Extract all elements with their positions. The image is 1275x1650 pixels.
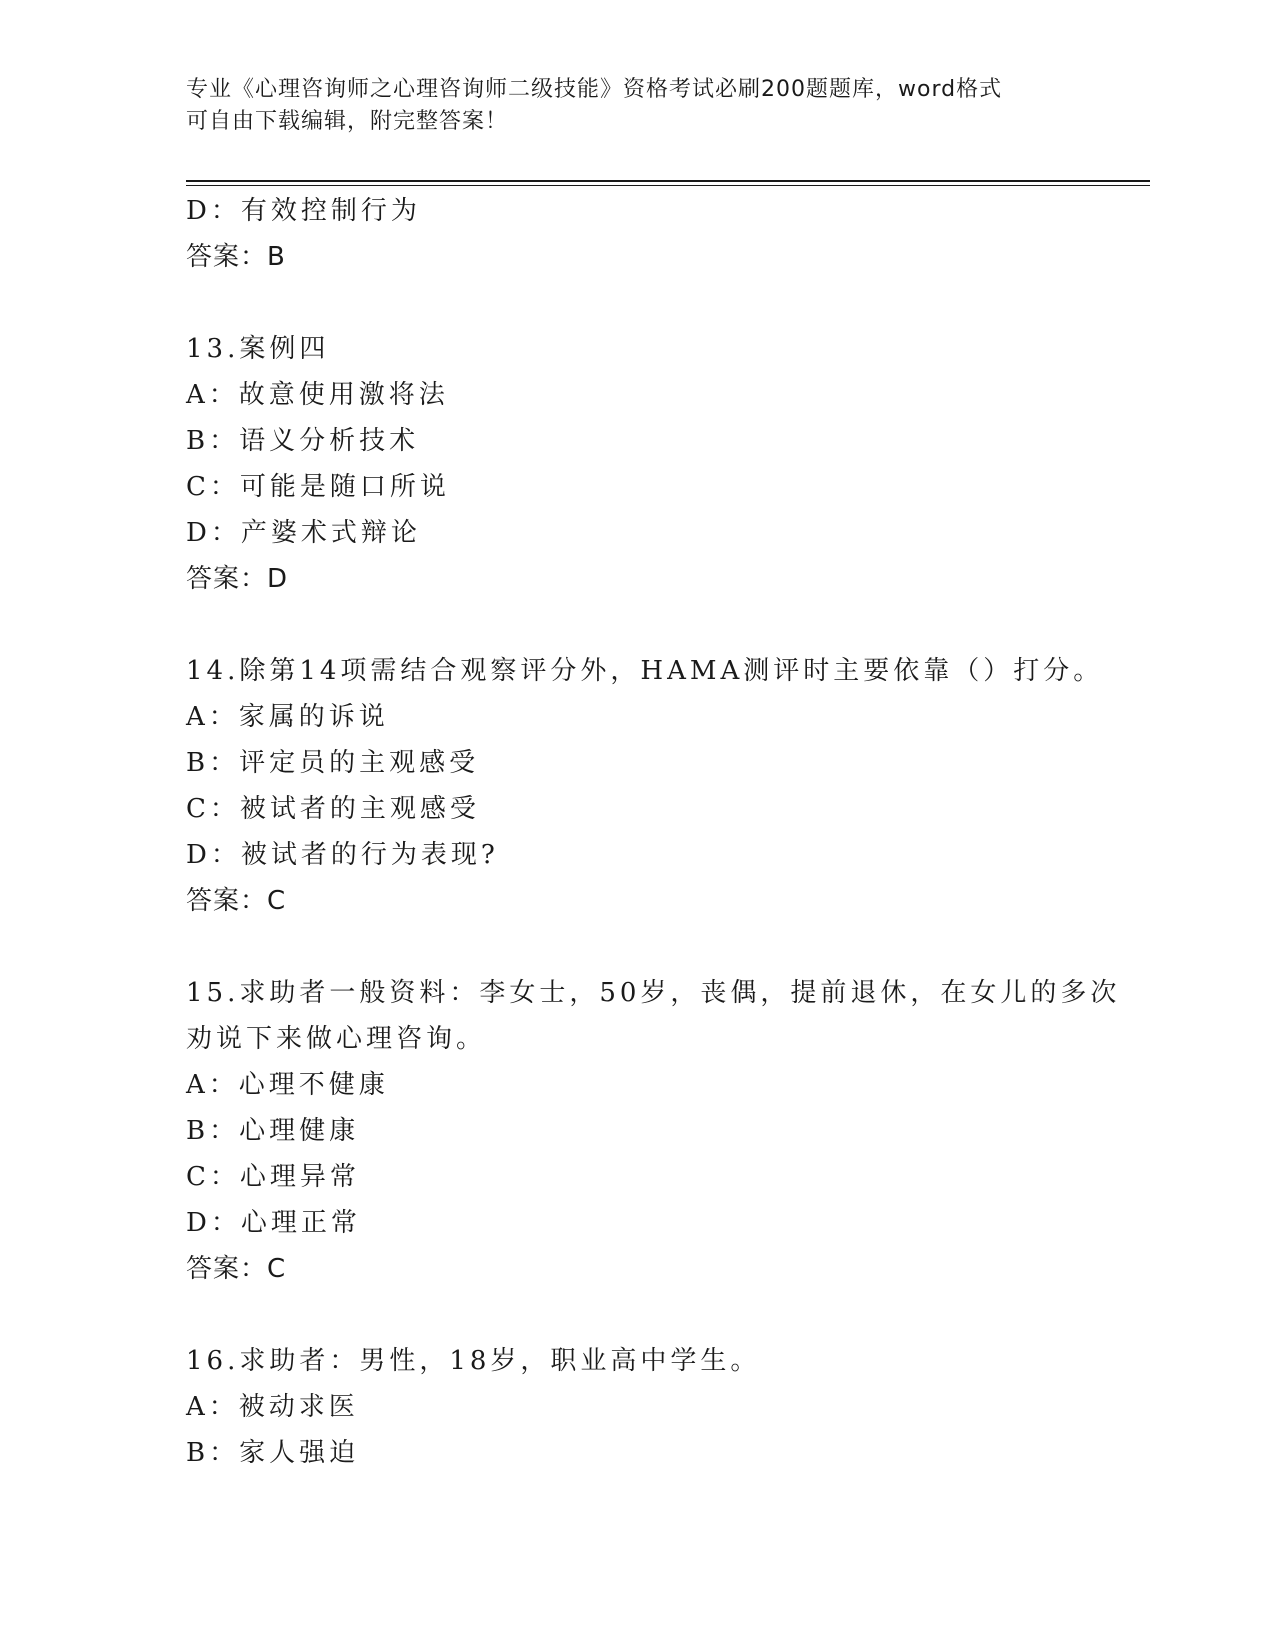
option-a: A：故意使用激将法 bbox=[186, 380, 449, 410]
answer-row bbox=[186, 878, 1150, 924]
option-c: C：可能是随口所说 bbox=[186, 472, 450, 502]
block-spacer bbox=[186, 602, 1150, 648]
header-divider-thin bbox=[186, 185, 1150, 186]
option-b: B：家人强迫 bbox=[186, 1438, 360, 1468]
option-d: D：心理正常 bbox=[186, 1208, 361, 1238]
option-a: A：被动求医 bbox=[186, 1392, 359, 1422]
block-spacer bbox=[186, 280, 1150, 326]
block-spacer bbox=[186, 924, 1150, 970]
option-d: D：被试者的行为表现? bbox=[186, 840, 499, 870]
answer-label: 答案： bbox=[186, 886, 268, 916]
option-b: B：语义分析技术 bbox=[186, 426, 420, 456]
question-block-16 bbox=[186, 1338, 1150, 1476]
question-block-15 bbox=[186, 970, 1150, 1292]
header-title-line-1: 专业《心理咨询师之心理咨询师二级技能》资格考试必刷200题题库，word格式 bbox=[186, 77, 1003, 102]
option-a: A：家属的诉说 bbox=[186, 702, 389, 732]
question-text: 16.求助者：男性，18岁，职业高中学生。 bbox=[186, 1346, 761, 1376]
option-d: D：产婆术式辩论 bbox=[186, 518, 421, 548]
answer-value: B bbox=[267, 242, 286, 272]
question-text: 15.求助者一般资料：李女士，50岁，丧偶，提前退休，在女儿的多次 bbox=[186, 978, 1121, 1008]
option-b: B：心理健康 bbox=[186, 1116, 360, 1146]
answer-label: 答案： bbox=[186, 1254, 268, 1284]
question-text: 13.案例四 bbox=[186, 334, 330, 364]
answer-value: C bbox=[267, 1254, 287, 1284]
answer-row bbox=[186, 556, 1150, 602]
option-c: C：心理异常 bbox=[186, 1162, 360, 1192]
question-block-12 bbox=[186, 188, 1150, 280]
option-d: D：有效控制行为 bbox=[186, 196, 421, 226]
header-divider-thick bbox=[186, 180, 1150, 182]
answer-value: D bbox=[267, 564, 289, 594]
option-b: B：评定员的主观感受 bbox=[186, 748, 480, 778]
header-title-line-2: 可自由下载编辑，附完整答案！ bbox=[186, 109, 509, 134]
option-a: A：心理不健康 bbox=[186, 1070, 389, 1100]
answer-row bbox=[186, 234, 1150, 280]
option-c: C：被试者的主观感受 bbox=[186, 794, 480, 824]
answer-label: 答案： bbox=[186, 564, 268, 594]
question-block-13 bbox=[186, 326, 1150, 602]
block-spacer bbox=[186, 1292, 1150, 1338]
answer-label: 答案： bbox=[186, 242, 268, 272]
document-header bbox=[186, 74, 1086, 138]
question-list bbox=[186, 188, 1150, 1476]
question-text-continued: 劝说下来做心理咨询。 bbox=[186, 1024, 487, 1054]
question-block-14 bbox=[186, 648, 1150, 924]
answer-row bbox=[186, 1246, 1150, 1292]
question-text: 14.除第14项需结合观察评分外，HAMA测评时主要依靠（）打分。 bbox=[186, 656, 1104, 686]
answer-value: C bbox=[267, 886, 287, 916]
